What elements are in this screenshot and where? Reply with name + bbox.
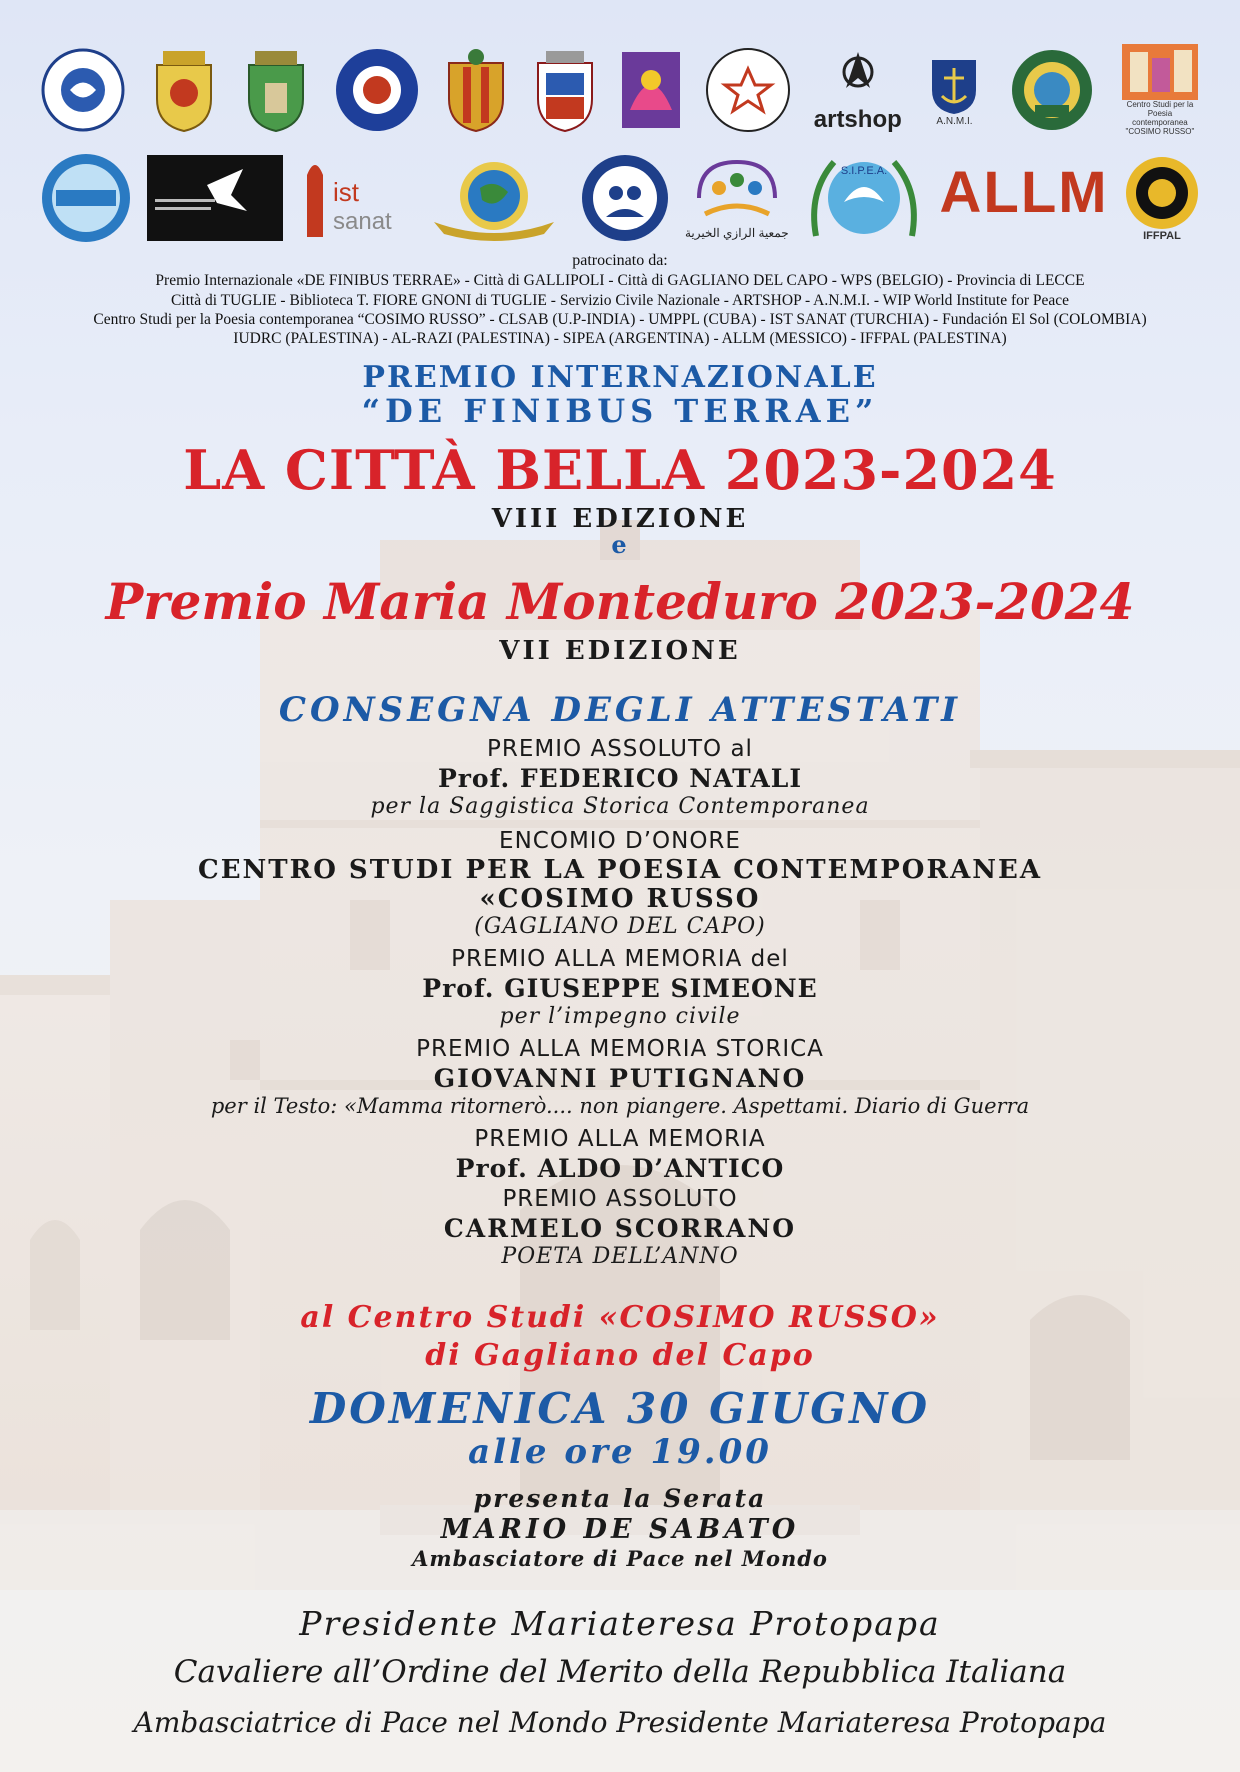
logo-umppl [147, 155, 283, 241]
logo-gagliano-crest [241, 47, 311, 133]
venue-line-1: al Centro Studi «COSIMO RUSSO» [300, 1300, 940, 1335]
award-name: CARMELO SCORRANO [443, 1214, 797, 1243]
signature-line-3: Ambasciatrice di Pace nel Mondo Presidente Mariateresa Protopapa [133, 1706, 1107, 1739]
logo-ist-sanat [299, 155, 409, 241]
host-title: Ambasciatore di Pace nel Mondo [412, 1546, 828, 1571]
logo-centro-studi-cosimo-russo: Centro Studi per la Poesia contemporanea "COSIMO RUSSO" [1120, 44, 1200, 136]
logo-artshop: artshop [814, 48, 902, 132]
logo-allm: ALLM [939, 159, 1109, 225]
patronage-heading: patrocinato da: [572, 252, 668, 269]
event-time: alle ore 19.00 [468, 1432, 772, 1472]
logo-tuglie-crest [532, 47, 598, 133]
award-name: CENTRO STUDI PER LA POESIA CONTEMPORANEA [198, 855, 1042, 885]
award-name-line-2: «COSIMO RUSSO [479, 884, 761, 914]
logo-anmi: A.N.M.I. [924, 54, 984, 127]
award-label: PREMIO ALLA MEMORIA STORICA [416, 1036, 824, 1062]
logo-pratham [40, 152, 132, 244]
sponsor-logos-row-2 [40, 148, 1200, 248]
logo-iffpal: IFFPAL [1124, 155, 1200, 242]
award-note: per la Saggistica Storica Contemporanea [370, 794, 870, 819]
host-name: MARIO DE SABATO [440, 1514, 800, 1545]
logo-de-finibus-terrae [40, 47, 126, 133]
logo-fundacion-el-sol [424, 152, 564, 244]
award-name: Prof. FEDERICO NATALI [437, 764, 803, 793]
logo-gallipoli-crest [149, 47, 219, 133]
award-label: PREMIO ALLA MEMORIA del [451, 946, 789, 972]
patronage-line: Centro Studi per la Poesia contemporanea “COSIMO RUSSO” - CLSAB (U.P-INDIA) - UMPPL (CUBA) - IST SANAT (TURCHIA) - Fundación El Sol (COLOMBIA) [93, 311, 1147, 328]
premio-internazionale-heading: PREMIO INTERNAZIONALE [362, 360, 878, 395]
patronage-line: IUDRC (PALESTINA) - AL-RAZI (PALESTINA) - SIPEA (ARGENTINA) - ALLM (MESSICO) - IFFPAL (PALESTINA) [233, 330, 1007, 347]
award-name: Prof. GIUSEPPE SIMEONE [422, 974, 818, 1003]
consegna-heading: CONSEGNA DEGLI ATTESTATI [278, 690, 962, 730]
logo-wps-belgio [334, 47, 420, 133]
premio-maria-monteduro-title: Premio Maria Monteduro 2023-2024 [105, 572, 1135, 631]
award-label: ENCOMIO D’ONORE [499, 828, 741, 854]
logo-sipea [804, 152, 924, 244]
award-note: POETA DELL’ANNO [501, 1244, 739, 1269]
patronage-line: Città di TUGLIE - Biblioteca T. FIORE GNONI di TUGLIE - Servizio Civile Nazionale - ARTSHOP - A.N.M.I. - WIP World Institute for Peace [170, 292, 1070, 309]
award-name: GIOVANNI PUTIGNANO [433, 1064, 807, 1093]
edition-vii: VII EDIZIONE [499, 636, 741, 666]
svg-text:ist: ist [332, 177, 359, 207]
award-name: Prof. ALDO D’ANTICO [455, 1154, 785, 1183]
award-label: PREMIO ASSOLUTO al [487, 736, 753, 762]
event-date: DOMENICA 30 GIUGNO [309, 1384, 931, 1433]
patronage-line: Premio Internazionale «DE FINIBUS TERRAE» - Città di GALLIPOLI - Città di GAGLIANO DEL CAPO - WPS (BELGIO) - Provincia di LECCE [155, 272, 1085, 289]
citta-bella-title: LA CITTÀ BELLA 2023-2024 [183, 438, 1057, 502]
conjunction-e: e [611, 530, 629, 559]
signature-line-1: Presidente Mariateresa Protopapa [299, 1604, 941, 1643]
logo-servizio-civile [705, 47, 791, 133]
signature-line-2: Cavaliere all’Ordine del Merito della Repubblica Italiana [173, 1654, 1067, 1690]
award-label: PREMIO ALLA MEMORIA [474, 1126, 766, 1152]
de-finibus-terrae-heading: “DE FINIBUS TERRAE” [361, 392, 879, 430]
host-intro: presenta la Serata [473, 1484, 767, 1513]
logo-wip [1007, 47, 1097, 133]
venue-line-2: di Gagliano del Capo [425, 1338, 815, 1373]
logo-al-razi: جمعية الرازي الخيرية [685, 158, 789, 239]
logo-biblioteca-tuglie [620, 50, 682, 130]
logo-iudrc [580, 153, 670, 243]
award-label: PREMIO ASSOLUTO [502, 1186, 738, 1212]
svg-text:S.I.P.E.A.: S.I.P.E.A. [840, 165, 888, 177]
award-note: (GAGLIANO DEL CAPO) [474, 914, 766, 939]
logo-provincia-lecce [443, 47, 509, 133]
svg-text:sanat: sanat [332, 208, 392, 235]
sponsor-logos-row-1 [40, 42, 1200, 138]
edition-viii: VIII EDIZIONE [491, 504, 749, 534]
award-note: per il Testo: «Mamma ritornerò.... non piangere. Aspettami. Diario di Guerra [210, 1094, 1030, 1118]
award-note: per l’impegno civile [499, 1004, 741, 1029]
